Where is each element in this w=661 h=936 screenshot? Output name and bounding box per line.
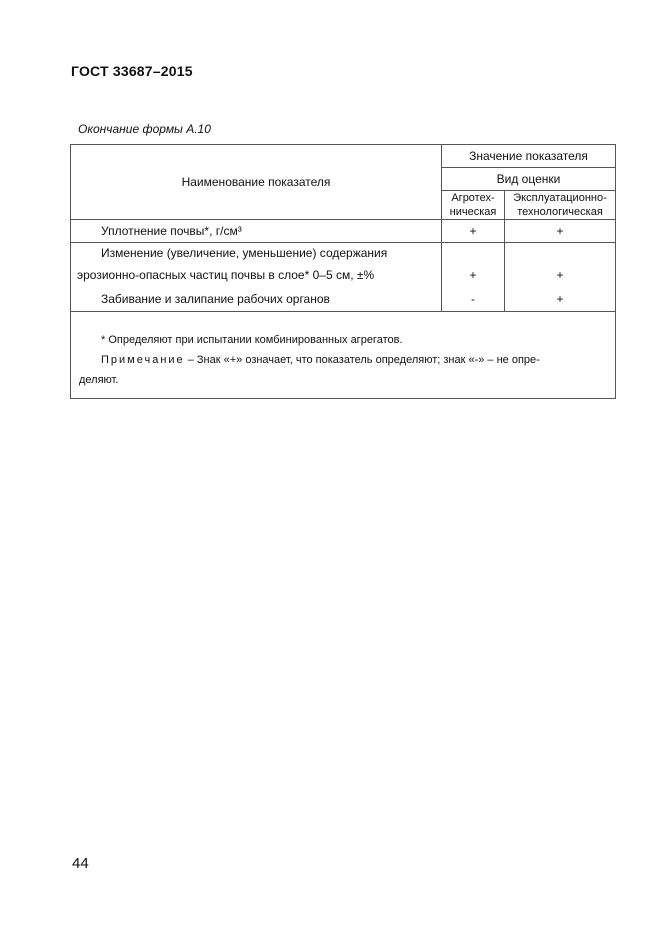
note-text: – Знак «+» означает, что показатель определяют; знак «-» – не опре- xyxy=(184,354,540,366)
row-expl-value: + xyxy=(505,220,616,243)
header-indicator-value: Значение показателя xyxy=(442,145,616,168)
header-agrotechnical-line1: Агротех- xyxy=(451,192,495,204)
header-indicator-name: Наименование показателя xyxy=(71,145,442,220)
row-agro-value: + xyxy=(469,268,477,282)
notes-row xyxy=(71,312,616,399)
note-line2: деляют. xyxy=(79,374,119,386)
row-agro-value: + xyxy=(442,220,505,243)
header-operational-line1: Эксплуатационно- xyxy=(513,192,607,204)
header-agrotechnical-line2: ническая xyxy=(449,206,497,218)
row-expl-values xyxy=(505,243,616,312)
page-number: 44 xyxy=(72,855,89,872)
row-expl-value: + xyxy=(556,292,564,306)
footnote: * Определяют при испытании комбинированных агрегатов. xyxy=(101,334,403,346)
notes-cell xyxy=(71,312,616,399)
header-operational xyxy=(505,191,616,220)
table-row xyxy=(71,243,616,312)
row-name-text: Уплотнение почвы*, г/см³ xyxy=(101,224,242,238)
form-caption: Окончание формы А.10 xyxy=(78,122,211,136)
row-expl-value: + xyxy=(556,268,564,282)
note-line1 xyxy=(79,350,609,370)
row-expl-spacer xyxy=(505,243,615,263)
row-name-line2: эрозионно-опасных частиц почвы в слое* 0–5 см, ±% xyxy=(77,268,375,282)
header-agrotechnical xyxy=(442,191,505,220)
row-name xyxy=(71,243,442,312)
row-name-line1: Изменение (увеличение, уменьшение) содержания xyxy=(101,246,388,260)
row-agro-value: - xyxy=(471,292,475,306)
indicator-table xyxy=(70,144,616,399)
header-assessment-type: Вид оценки xyxy=(442,168,616,191)
note-label: Примечание xyxy=(101,354,185,366)
row-agro-spacer xyxy=(442,243,504,263)
header-operational-line2: технологическая xyxy=(517,206,603,218)
row-agro-values xyxy=(442,243,505,312)
row-name-line3: Забивание и залипание рабочих органов xyxy=(101,292,330,306)
row-name xyxy=(71,220,442,243)
document-header: ГОСТ 33687–2015 xyxy=(71,63,193,79)
table-row xyxy=(71,220,616,243)
